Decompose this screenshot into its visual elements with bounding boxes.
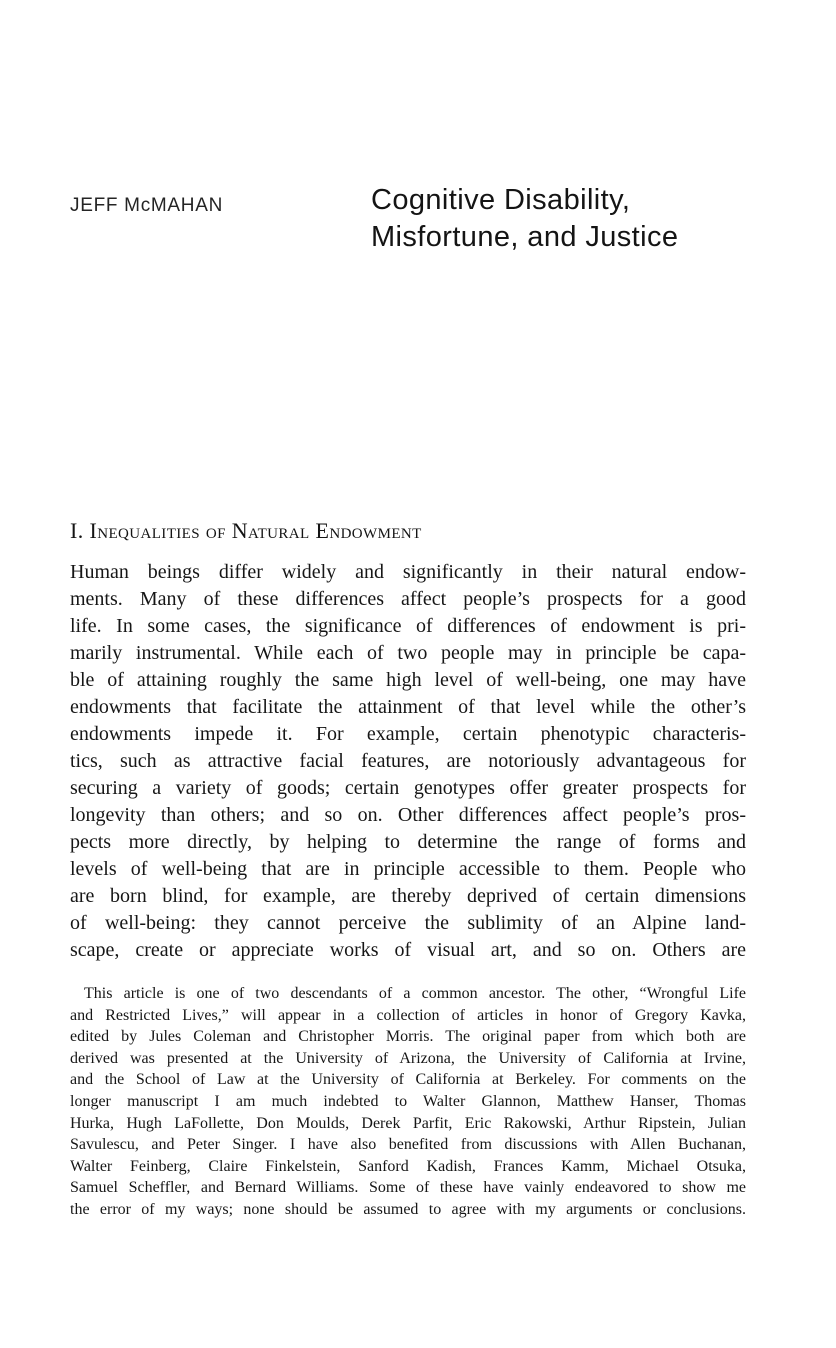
body-text-line: life. In some cases, the significance of differences of endowment is pri- [70, 615, 746, 637]
footnote-text-line: Samuel Scheffler, and Bernard Williams. Some of these have vainly endeavored to show me [70, 1179, 746, 1197]
footnote-text-line: Walter Feinberg, Claire Finkelstein, Sanford Kadish, Frances Kamm, Michael Otsuka, [70, 1157, 746, 1175]
body-text-line: marily instrumental. While each of two people may in principle be capa- [70, 642, 746, 664]
body-text-line: ments. Many of these differences affect people’s prospects for a good [70, 588, 746, 610]
footnote-text-line: derived was presented at the University of Arizona, the University of California at Irvine, [70, 1049, 746, 1067]
body-paragraph [70, 559, 746, 964]
body-text-line: endowments that facilitate the attainment of that level while the other’s [70, 696, 746, 718]
article-title-line-1: Cognitive Disability, [371, 184, 631, 216]
article-title-line-2: Misfortune, and Justice [371, 221, 679, 253]
footnote-text-line: and Restricted Lives,” will appear in a collection of articles in honor of Gregory Kavka, [70, 1006, 746, 1024]
body-text-line: are born blind, for example, are thereby deprived of certain dimensions [70, 885, 746, 907]
footnote-text-line: Savulescu, and Peter Singer. I have also benefited from discussions with Allen Buchanan, [70, 1136, 746, 1154]
footnote-text-line: This article is one of two descendants of a common ancestor. The other, “Wrongful Life [84, 985, 746, 1002]
footnote-text-line: edited by Jules Coleman and Christopher Morris. The original paper from which both are [70, 1028, 746, 1046]
body-text-line: of well-being: they cannot perceive the sublimity of an Alpine land- [70, 912, 746, 934]
body-text-line: levels of well-being that are in principle accessible to them. People who [70, 858, 746, 880]
footnote-text-line: longer manuscript I am much indebted to Walter Glannon, Matthew Hanser, Thomas [70, 1092, 746, 1110]
footnote-text-line: Hurka, Hugh LaFollette, Don Moulds, Derek Parfit, Eric Rakowski, Arthur Ripstein, Julian [70, 1114, 746, 1132]
body-text-line: endowments impede it. For example, certain phenotypic characteris- [70, 723, 746, 745]
body-text-line: securing a variety of goods; certain genotypes offer greater prospects for [70, 777, 746, 799]
body-text-line: tics, such as attractive facial features, are notoriously advantageous for [70, 750, 746, 772]
body-text-line: pects more directly, by helping to determine the range of forms and [70, 831, 746, 853]
footnote-text-line: and the School of Law at the University of California at Berkeley. For comments on the [70, 1071, 746, 1089]
footnote [70, 983, 746, 1221]
article-title [371, 182, 678, 256]
author-name: JEFF McMAHAN [70, 195, 224, 216]
body-text-line: Human beings differ widely and significantly in their natural endow- [70, 561, 746, 583]
footnote-text-line: the error of my ways; none should be assumed to agree with my arguments or conclusions. [70, 1200, 746, 1218]
body-text-line: longevity than others; and so on. Other differences affect people’s pros- [70, 804, 746, 826]
section-heading: I. Inequalities of Natural Endowment [70, 518, 422, 543]
body-text-line: scape, create or appreciate works of visual art, and so on. Others are [70, 939, 746, 961]
body-text-line: ble of attaining roughly the same high level of well-being, one may have [70, 669, 746, 691]
